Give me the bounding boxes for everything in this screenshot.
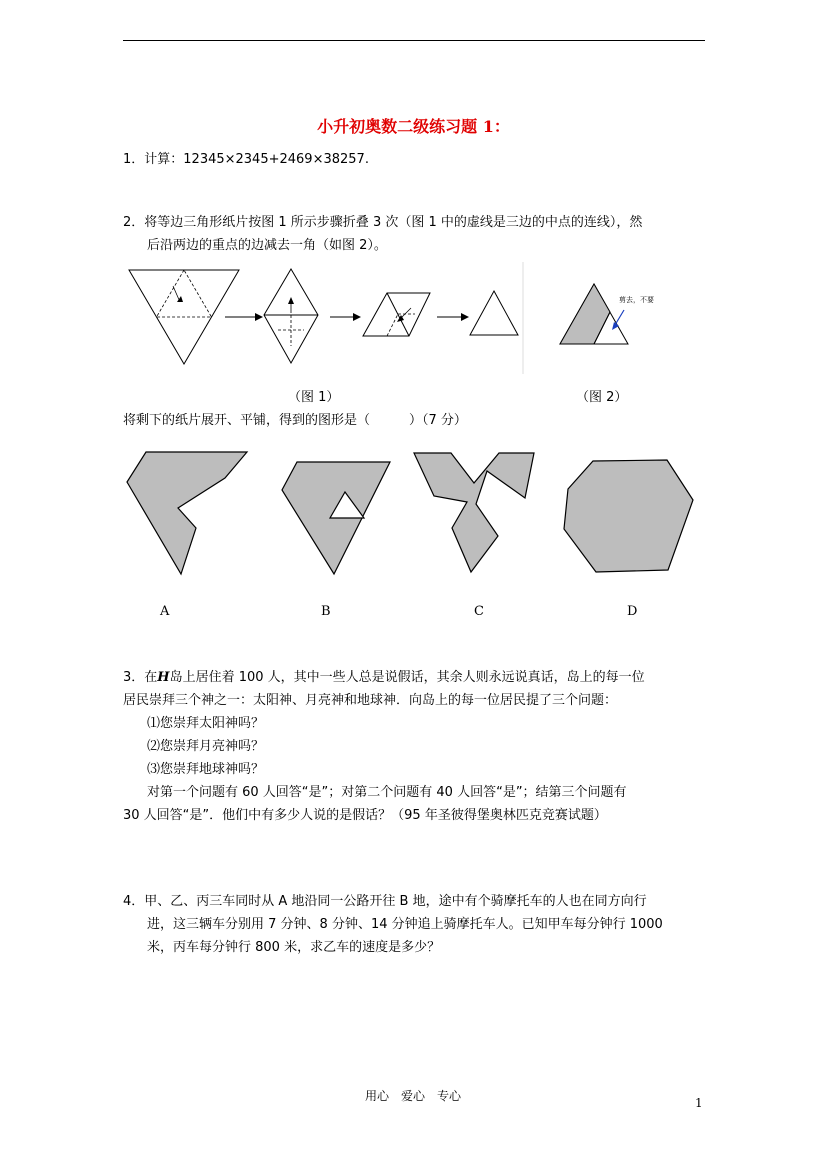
fold-step-3-parallelogram — [363, 293, 430, 336]
question-3-suffix: 岛上居住着 100 人，其中一些人总是说假话，其余人则永远说真话，岛上的每一位 — [169, 670, 645, 685]
question-3-line-1 — [123, 666, 645, 685]
question-1: 1．计算：12345×2345+2469×38257. — [123, 152, 369, 167]
option-d-label: D — [627, 604, 638, 619]
question-3-line-2: 居民崇拜三个神之一：太阳神、月亮神和地球神．向岛上的每一位居民提了三个问题： — [123, 693, 618, 708]
question-3-sub-3: ⑶您崇拜地球神吗？ — [147, 762, 265, 777]
cut-label: 剪去，不要 — [619, 296, 654, 304]
fold-step-1-triangle — [129, 270, 239, 364]
fold-step-4-triangle — [470, 291, 518, 335]
option-d-shape — [558, 455, 698, 577]
option-c-shape — [408, 448, 538, 578]
question-4-line-1: 4．甲、乙、丙三车同时从 A 地沿同一公路开往 B 地，途中有个骑摩托车的人也在同方向行 — [123, 894, 647, 909]
option-a-shape — [120, 448, 255, 580]
question-3-sub-1: ⑴您崇拜太阳神吗？ — [147, 716, 265, 731]
arrow-1 — [225, 313, 263, 321]
option-b-shape — [278, 458, 398, 578]
fold-step-2-rhombus — [264, 269, 318, 363]
question-2-line-1: 2．将等边三角形纸片按图 1 所示步骤折叠 3 次（图 1 中的虚线是三边的中点的连线），然 — [123, 215, 643, 230]
island-name: H — [157, 670, 170, 685]
question-4-line-3: 米，丙车每分钟行 800 米，求乙车的速度是多少？ — [147, 940, 441, 955]
question-2-prompt: 将剩下的纸片展开、平铺，得到的图形是（ ）（7 分） — [123, 413, 467, 428]
figure-1-caption: （图 1） — [288, 390, 340, 405]
footer-item-1: 用心 — [365, 1089, 390, 1103]
footer-item-3: 专心 — [437, 1089, 462, 1103]
arrow-2 — [330, 313, 361, 321]
arrow-3 — [437, 313, 469, 321]
option-a-label: A — [160, 604, 170, 619]
header-rule — [123, 40, 705, 41]
question-4-line-2: 进，这三辆车分别用 7 分钟、8 分钟、14 分钟追上骑摩托车人。已知甲车每分钟行 1000 — [147, 917, 663, 932]
footer-item-2: 爱心 — [401, 1089, 426, 1103]
question-2-line-2: 后沿两边的重点的边减去一角（如图 2）。 — [147, 238, 387, 253]
figure-2-cut-corner — [558, 282, 678, 348]
page-number: 1 — [695, 1096, 703, 1110]
question-3-prefix: 3．在 — [123, 670, 158, 685]
question-3-line-4: 30 人回答“是”．他们中有多少人说的是假话？（95 年圣彼得堡奥林匹克竞赛试题） — [123, 808, 607, 823]
page-title: 小升初奥数二级练习题 1： — [317, 117, 510, 136]
question-3-line-3: 对第一个问题有 60 人回答“是”；对第二个问题有 40 人回答“是”；结第三个问题有 — [147, 785, 627, 800]
question-3-sub-2: ⑵您崇拜月亮神吗？ — [147, 739, 265, 754]
figure-1-folding-steps — [125, 262, 525, 374]
figure-2-caption: （图 2） — [576, 390, 628, 405]
option-c-label: C — [474, 604, 484, 619]
option-b-label: B — [321, 604, 331, 619]
